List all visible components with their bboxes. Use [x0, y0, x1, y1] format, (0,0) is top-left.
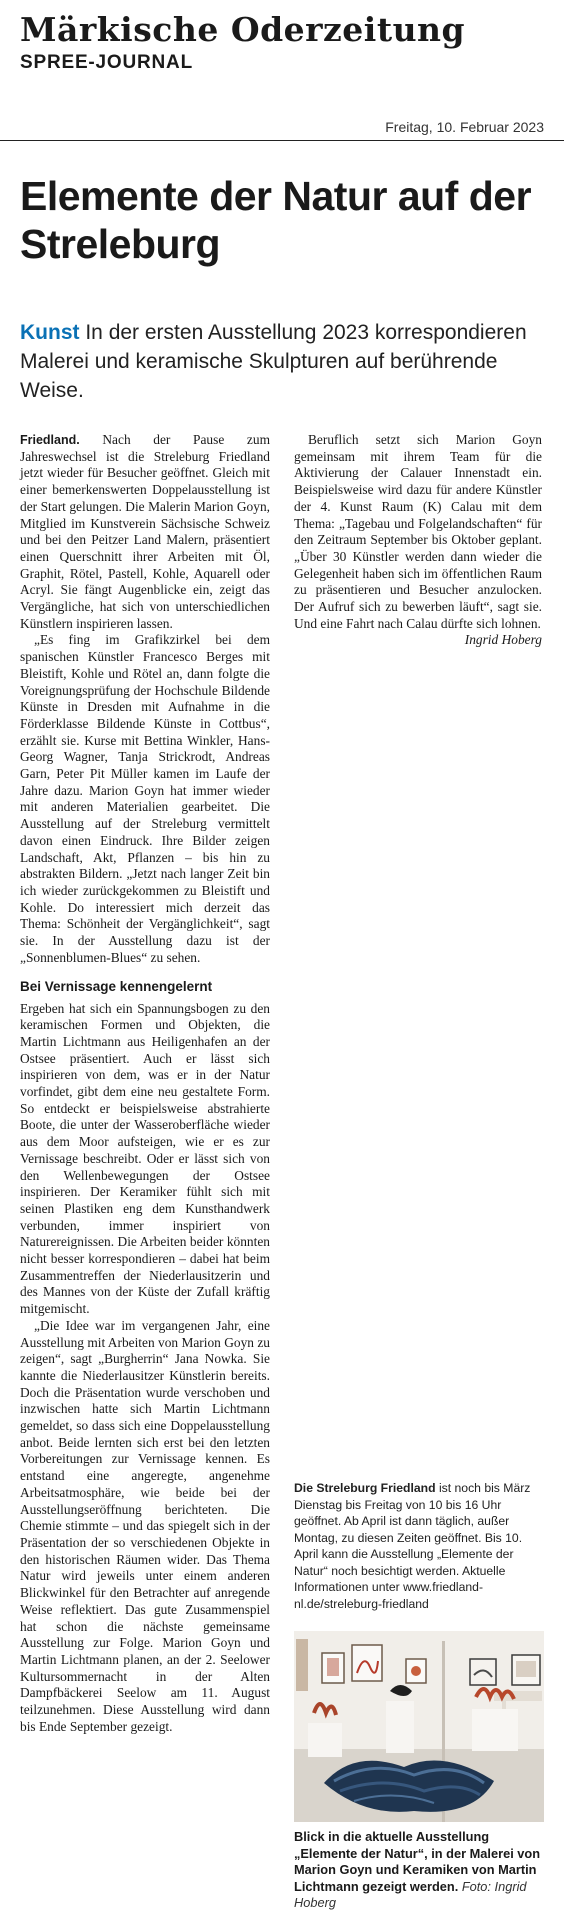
- exhibition-photo: [294, 1631, 544, 1822]
- article-column-1: [20, 432, 270, 1735]
- section-name: SPREE-JOURNAL: [20, 52, 193, 73]
- paragraph-1: [20, 432, 270, 632]
- standfirst-text: In der ersten Ausstellung 2023 korrespondieren Malerei und keramische Skulpturen auf berührende Weise.: [20, 321, 527, 402]
- paragraph-1-text: Nach der Pause zum Jahreswechsel ist die Streleburg Friedland jetzt wieder für Besucher geöffnet. Gleich mit einer bemerkenswerten Doppelausstellung ist der Start gelungen. Die Malerin Marion Goyn, Mitglied im Kunstverein Sächsische Schweiz und bei den Peitzer Land Malern, präsentiert einen Querschnitt ihrer Arbeiten mit Öl, Graphit, Rötel, Pastell, Kohle, Aquarell oder Acryl. Sie fängt Augenblicke ein, zeigt das Vergängliche, hat sich von unterschiedlichen Künstlern inspirieren lassen.: [20, 432, 270, 631]
- kicker: Kunst: [20, 321, 80, 344]
- info-box-text: ist noch bis März Dienstag bis Freitag von 10 bis 16 Uhr geöffnet. Ab April ist dann täglich, außer Montag, zu diesen Zeiten geöffnet. Bis 10. April kann die Ausstellung „Elemente der Natur“ noch besichtigt werden. Aktuelle Informationen unter www.friedland-nl.de/streleburg-friedland: [294, 1481, 531, 1611]
- subheading: Bei Vernissage kennengelernt: [20, 978, 213, 994]
- paragraph-4: „Die Idee war im vergangenen Jahr, eine Ausstellung mit Arbeiten von Marion Goyn zu zeigen“, sagt „Burgherrin“ Jana Nowka. Sie kannte die Niederlausitzer Künstlerin bereits. Doch die Präsentation wurde verschoben und inzwischen hatte sich Martin Lichtmann gemeldet, so dass sich eine Doppelausstellung anbot. Beide lernten sich erst bei den letzten Vorbereitungen zur Vernissage kennen. Es entstand eine angeregte, angenehme Arbeitsatmosphäre, wie beide bei der Ausstellungseröffnung berichteten. Die Chemie stimmte – und das spiegelt sich in der Präsentation der so verschiedenen Objekte in den historischen Räumen wider. Das Thema Natur wird jeweils unter einem anderen Blickwinkel für den Betrachter auf anregende Weise reflektiert. Das gute Zusammenspiel hat schon die nächste gemeinsame Ausstellung zur Folge. Marion Goyn und Martin Lichtmann planen, an der 2. Seelower Kultursommernacht in der Alten Dampfbäckerei Seelow am 11. August teilzunehmen. Diese Ausstellung wird dann bis Ende September gezeigt.: [20, 1317, 270, 1734]
- paragraph-2: „Es fing im Grafikzirkel bei dem spanischen Künstler Francesco Berges mit Bleistift, Kohle und Rötel an, dann folgte die Voreignungsprüfung der Hochschule Bildende Künste in Dresden mit Aufnahme in die Förderklasse Bildende Künste in Cottbus“, erzählt sie. Kurse mit Bettina Winkler, Hans-Georg Wagner, Tanja Strickrodt, Andreas Garn, Peter Pit Müller kamen im Laufe der Jahre dazu. Marion Goyn hat immer wieder mit anderen Materialien gearbeitet. Die Ausstellung auf der Streleburg vermittelt davon einen Eindruck. Ihre Bilder zeigen Landschaft, Akt, Pflanzen – bis hin zu abstrakten Bildern. „Jetzt nach langer Zeit bin ich wieder zurückgekommen zu Bleistift und Kohle. Do interessiert mich derzeit das Thema: Schönheit der Vergänglichkeit“, sagt sie. In der Ausstellung dazu ist der „Sonnenblumen-Blues“ zu sehen.: [20, 632, 270, 965]
- info-box: [294, 1480, 544, 1612]
- exhibition-photo-illustration: [294, 1631, 544, 1822]
- paragraph-5: Beruflich setzt sich Marion Goyn gemeinsam mit ihrem Team für die Aktivierung der Calauer Innenstadt ein. Beispielsweise wird dazu für andere Künstler der 4. Kunst Raum (K) Calau mit dem Thema: „Tagebau und Folgelandschaften“ für den Zeitraum September bis Oktober geplant. „Über 30 Künstler werden dann wieder die Gelegenheit haben sich im öffentlichen Raum zu präsentieren und Besucher anzulocken. Der Aufruf sich zu bewerben läuft“, sagt sie. Und eine Fahrt nach Calau dürfte sich lohnen.: [294, 432, 542, 631]
- article-column-2: [294, 432, 542, 649]
- header-divider: [0, 140, 564, 141]
- photo-credit: Foto: Ingrid Hoberg: [294, 1878, 527, 1910]
- dateline: Friedland.: [20, 433, 80, 447]
- issue-date: Freitag, 10. Februar 2023: [385, 119, 544, 135]
- newspaper-name: Märkische Oderzeitung: [20, 10, 466, 49]
- photo-caption-text: Blick in die aktuelle Ausstellung „Elemente der Natur“, in der Malerei von Marion Goyn und Keramiken von Martin Lichtmann gezeigt werden.: [294, 1829, 541, 1894]
- info-box-lead: Die Streleburg Friedland: [294, 1481, 436, 1495]
- headline: Elemente der Natur auf der Streleburg: [20, 173, 532, 267]
- author-byline: Ingrid Hoberg: [464, 632, 542, 648]
- masthead: [20, 10, 544, 74]
- paragraph-3: Ergeben hat sich ein Spannungsbogen zu den keramischen Formen und Objekten, die Martin Lichtmann aus Heiligenhafen an der Ostsee präsentiert. Auch er lässt sich inspirieren von dem, was er in der Natur vorfindet, gibt dem eine neu gestaltete Form. So entdeckt er beispielsweise abstrahierte Boote, die unter der Wasseroberfläche wieder aus dem Moor aufsteigen, wie er es zur Vernissage beschreibt. Oder er lässt sich von den Wellenbewegungen der Ostsee inspirieren. Der Keramiker fühlt sich mit seinen Plastiken eng dem Kunsthandwerk verbunden, immer inspiriert von Naturereignissen. Die Arbeiten beider könnten nicht besser korrespondieren – dabei hat beim Zusammentreffen der Niederlausitzerin und des Mannes von der Küste der Zufall kräftig mitgemischt.: [20, 1000, 270, 1317]
- standfirst: [20, 318, 540, 405]
- photo-caption: [294, 1829, 544, 1912]
